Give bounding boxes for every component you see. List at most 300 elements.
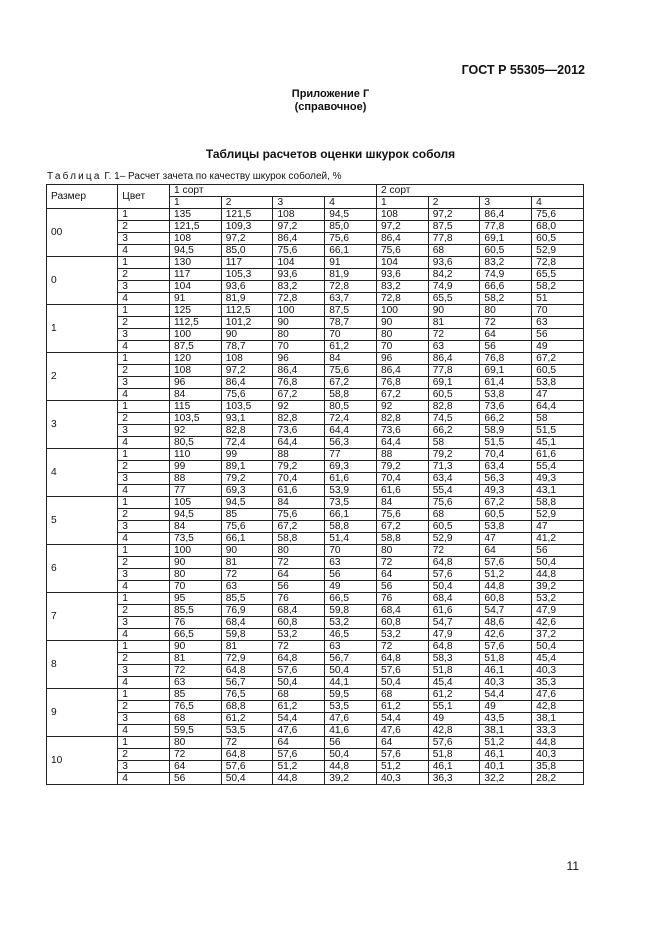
value-cell: 51,2: [480, 737, 532, 749]
value-cell: 56: [325, 737, 377, 749]
value-cell: 60,8: [273, 617, 325, 629]
size-cell: 1: [47, 305, 118, 353]
value-cell: 89,1: [221, 461, 273, 473]
value-cell: 47,9: [532, 605, 584, 617]
value-cell: 73,6: [376, 425, 428, 437]
value-cell: 83,2: [480, 257, 532, 269]
table-row: [47, 389, 584, 401]
value-cell: 60,5: [480, 509, 532, 521]
value-cell: 54,4: [480, 689, 532, 701]
value-cell: 90: [170, 557, 222, 569]
value-cell: 45,4: [532, 653, 584, 665]
value-cell: 112,5: [221, 305, 273, 317]
color-cell: 2: [118, 701, 170, 713]
value-cell: 55,4: [428, 485, 480, 497]
value-cell: 49: [428, 713, 480, 725]
value-cell: 64,4: [325, 425, 377, 437]
value-cell: 46,1: [480, 749, 532, 761]
value-cell: 35,8: [532, 761, 584, 773]
appendix-title: Приложение Г: [291, 88, 370, 100]
value-cell: 61,4: [480, 377, 532, 389]
value-cell: 56,7: [221, 677, 273, 689]
value-cell: 55,4: [532, 461, 584, 473]
value-cell: 74,9: [428, 281, 480, 293]
color-cell: 3: [118, 473, 170, 485]
value-cell: 69,3: [325, 461, 377, 473]
value-cell: 90: [221, 329, 273, 341]
subheader-cell: 1: [376, 197, 428, 209]
value-cell: 44,8: [480, 581, 532, 593]
value-cell: 82,8: [221, 425, 273, 437]
value-cell: 69,1: [480, 365, 532, 377]
value-cell: 110: [170, 449, 222, 461]
value-cell: 56,7: [325, 653, 377, 665]
value-cell: 66,2: [480, 413, 532, 425]
color-cell: 3: [118, 713, 170, 725]
value-cell: 68,4: [428, 593, 480, 605]
value-cell: 75,6: [376, 509, 428, 521]
value-cell: 54,4: [273, 713, 325, 725]
value-cell: 42,6: [480, 629, 532, 641]
value-cell: 76,9: [221, 605, 273, 617]
value-cell: 82,8: [376, 413, 428, 425]
value-cell: 52,9: [532, 509, 584, 521]
color-cell: 3: [118, 281, 170, 293]
value-cell: 67,2: [480, 497, 532, 509]
value-cell: 86,4: [376, 233, 428, 245]
value-cell: 49,3: [480, 485, 532, 497]
value-cell: 108: [170, 233, 222, 245]
value-cell: 49: [532, 341, 584, 353]
value-cell: 44,1: [325, 677, 377, 689]
value-cell: 44,8: [273, 773, 325, 785]
table-row: [47, 509, 584, 521]
color-cell: 1: [118, 209, 170, 221]
value-cell: 64: [170, 761, 222, 773]
header-grade-2: 2 сорт: [376, 185, 583, 197]
value-cell: 45,1: [532, 437, 584, 449]
header-color: Цвет: [118, 185, 170, 209]
value-cell: 82,8: [273, 413, 325, 425]
table-row: [47, 701, 584, 713]
color-cell: 3: [118, 521, 170, 533]
value-cell: 53,9: [325, 485, 377, 497]
color-cell: 4: [118, 485, 170, 497]
value-cell: 76: [376, 593, 428, 605]
value-cell: 40,3: [532, 749, 584, 761]
table-row: [47, 329, 584, 341]
header-size: Размер: [47, 185, 118, 209]
header-grade-1: 1 сорт: [170, 185, 377, 197]
color-cell: 1: [118, 497, 170, 509]
value-cell: 47,6: [376, 725, 428, 737]
value-cell: 74,9: [480, 269, 532, 281]
value-cell: 88: [273, 449, 325, 461]
value-cell: 51,5: [532, 425, 584, 437]
table-row: [47, 533, 584, 545]
value-cell: 57,6: [376, 665, 428, 677]
value-cell: 54,7: [428, 617, 480, 629]
value-cell: 57,6: [221, 761, 273, 773]
value-cell: 50,4: [532, 641, 584, 653]
value-cell: 61,2: [221, 713, 273, 725]
table-row: [47, 341, 584, 353]
value-cell: 56: [532, 545, 584, 557]
color-cell: 1: [118, 353, 170, 365]
value-cell: 80: [170, 569, 222, 581]
value-cell: 64,8: [273, 653, 325, 665]
color-cell: 4: [118, 773, 170, 785]
value-cell: 64: [376, 737, 428, 749]
value-cell: 59,5: [325, 689, 377, 701]
value-cell: 54,7: [480, 605, 532, 617]
color-cell: 2: [118, 653, 170, 665]
value-cell: 47,9: [428, 629, 480, 641]
value-cell: 66,5: [170, 629, 222, 641]
value-cell: 51,2: [376, 761, 428, 773]
color-cell: 4: [118, 437, 170, 449]
value-cell: 47,6: [532, 689, 584, 701]
value-cell: 58,8: [532, 497, 584, 509]
value-cell: 40,1: [480, 761, 532, 773]
value-cell: 109,3: [221, 221, 273, 233]
size-cell: 5: [47, 497, 118, 545]
value-cell: 63: [325, 641, 377, 653]
value-cell: 56: [532, 329, 584, 341]
color-cell: 2: [118, 365, 170, 377]
color-cell: 1: [118, 305, 170, 317]
color-cell: 4: [118, 677, 170, 689]
size-cell: 4: [47, 449, 118, 497]
value-cell: 58: [428, 437, 480, 449]
value-cell: 59,5: [170, 725, 222, 737]
value-cell: 75,6: [428, 497, 480, 509]
color-cell: 1: [118, 689, 170, 701]
value-cell: 80: [273, 545, 325, 557]
value-cell: 53,8: [532, 377, 584, 389]
value-cell: 55,1: [428, 701, 480, 713]
value-cell: 104: [273, 257, 325, 269]
value-cell: 33,3: [532, 725, 584, 737]
value-cell: 51,2: [273, 761, 325, 773]
table-row: [47, 497, 584, 509]
value-cell: 91: [170, 293, 222, 305]
value-cell: 79,2: [221, 473, 273, 485]
table-row: [47, 737, 584, 749]
color-cell: 1: [118, 545, 170, 557]
value-cell: 39,2: [532, 581, 584, 593]
value-cell: 56: [273, 581, 325, 593]
value-cell: 94,5: [325, 209, 377, 221]
value-cell: 100: [273, 305, 325, 317]
value-cell: 70: [325, 329, 377, 341]
value-cell: 61,2: [376, 701, 428, 713]
value-cell: 41,2: [532, 533, 584, 545]
value-cell: 101,2: [221, 317, 273, 329]
color-cell: 3: [118, 665, 170, 677]
value-cell: 65,5: [532, 269, 584, 281]
value-cell: 85,0: [221, 245, 273, 257]
table-row: [47, 725, 584, 737]
value-cell: 57,6: [428, 737, 480, 749]
value-cell: 67,2: [532, 353, 584, 365]
value-cell: 72,8: [532, 257, 584, 269]
table-row: [47, 377, 584, 389]
table-row: [47, 269, 584, 281]
color-cell: 2: [118, 605, 170, 617]
color-cell: 2: [118, 749, 170, 761]
color-cell: 2: [118, 509, 170, 521]
value-cell: 76,5: [221, 689, 273, 701]
color-cell: 1: [118, 593, 170, 605]
value-cell: 72: [221, 569, 273, 581]
value-cell: 76: [170, 617, 222, 629]
value-cell: 67,2: [376, 389, 428, 401]
value-cell: 28,2: [532, 773, 584, 785]
value-cell: 66,1: [221, 533, 273, 545]
value-cell: 76,8: [480, 353, 532, 365]
value-cell: 56: [480, 341, 532, 353]
value-cell: 63,4: [428, 473, 480, 485]
value-cell: 64,8: [428, 557, 480, 569]
color-cell: 1: [118, 641, 170, 653]
value-cell: 61,6: [532, 449, 584, 461]
value-cell: 72,4: [325, 413, 377, 425]
value-cell: 59,8: [325, 605, 377, 617]
value-cell: 64,8: [221, 665, 273, 677]
value-cell: 60,5: [480, 245, 532, 257]
value-cell: 63: [221, 581, 273, 593]
value-cell: 60,8: [376, 617, 428, 629]
table-row: [47, 677, 584, 689]
value-cell: 80: [376, 545, 428, 557]
value-cell: 73,5: [325, 497, 377, 509]
value-cell: 130: [170, 257, 222, 269]
value-cell: 69,1: [480, 233, 532, 245]
value-cell: 75,6: [325, 365, 377, 377]
table-row: [47, 689, 584, 701]
value-cell: 58,2: [480, 293, 532, 305]
value-cell: 75,6: [376, 245, 428, 257]
value-cell: 58,8: [325, 389, 377, 401]
value-cell: 104: [170, 281, 222, 293]
table-row: [47, 761, 584, 773]
value-cell: 40,3: [376, 773, 428, 785]
table-row: [47, 365, 584, 377]
value-cell: 92: [170, 425, 222, 437]
value-cell: 51,4: [325, 533, 377, 545]
table-row: [47, 293, 584, 305]
subheader-cell: 3: [480, 197, 532, 209]
value-cell: 35,3: [532, 677, 584, 689]
value-cell: 56,3: [480, 473, 532, 485]
value-cell: 47: [532, 521, 584, 533]
value-cell: 80: [376, 329, 428, 341]
value-cell: 80: [480, 305, 532, 317]
value-cell: 70: [170, 581, 222, 593]
value-cell: 77,8: [480, 221, 532, 233]
value-cell: 45,4: [428, 677, 480, 689]
color-cell: 3: [118, 329, 170, 341]
value-cell: 67,2: [325, 377, 377, 389]
table-row: [47, 557, 584, 569]
table-row: [47, 449, 584, 461]
value-cell: 108: [221, 353, 273, 365]
table-row: [47, 581, 584, 593]
color-cell: 3: [118, 617, 170, 629]
value-cell: 87,5: [170, 341, 222, 353]
size-cell: 7: [47, 593, 118, 641]
color-cell: 1: [118, 401, 170, 413]
table-row: [47, 473, 584, 485]
color-cell: 2: [118, 413, 170, 425]
table-row: [47, 545, 584, 557]
value-cell: 120: [170, 353, 222, 365]
table-row: [47, 437, 584, 449]
value-cell: 57,6: [273, 749, 325, 761]
value-cell: 79,2: [428, 449, 480, 461]
value-cell: 66,5: [325, 593, 377, 605]
table-row: [47, 353, 584, 365]
value-cell: 51,5: [480, 437, 532, 449]
value-cell: 61,6: [273, 485, 325, 497]
value-cell: 72: [170, 749, 222, 761]
value-cell: 66,2: [428, 425, 480, 437]
value-cell: 50,4: [376, 677, 428, 689]
subheader-cell: 2: [221, 197, 273, 209]
value-cell: 90: [273, 317, 325, 329]
value-cell: 72: [221, 737, 273, 749]
value-cell: 64,8: [221, 749, 273, 761]
value-cell: 103,5: [170, 413, 222, 425]
value-cell: 42,8: [532, 701, 584, 713]
value-cell: 53,5: [325, 701, 377, 713]
value-cell: 47,6: [273, 725, 325, 737]
value-cell: 108: [376, 209, 428, 221]
value-cell: 61,6: [325, 473, 377, 485]
value-cell: 66,1: [325, 509, 377, 521]
value-cell: 77,8: [428, 365, 480, 377]
value-cell: 42,6: [532, 617, 584, 629]
value-cell: 81: [221, 641, 273, 653]
color-cell: 4: [118, 245, 170, 257]
value-cell: 43,1: [532, 485, 584, 497]
value-cell: 68: [428, 509, 480, 521]
value-cell: 121,5: [221, 209, 273, 221]
value-cell: 68: [376, 689, 428, 701]
value-cell: 96: [273, 353, 325, 365]
value-cell: 100: [376, 305, 428, 317]
size-cell: 3: [47, 401, 118, 449]
color-cell: 3: [118, 377, 170, 389]
color-cell: 2: [118, 461, 170, 473]
value-cell: 90: [170, 641, 222, 653]
color-cell: 2: [118, 317, 170, 329]
size-cell: 10: [47, 737, 118, 785]
color-cell: 1: [118, 257, 170, 269]
value-cell: 85,5: [170, 605, 222, 617]
value-cell: 80,5: [170, 437, 222, 449]
value-cell: 92: [376, 401, 428, 413]
data-table: [46, 184, 584, 785]
value-cell: 53,5: [221, 725, 273, 737]
table-row: [47, 713, 584, 725]
value-cell: 75,6: [273, 509, 325, 521]
value-cell: 87,5: [428, 221, 480, 233]
value-cell: 81,9: [221, 293, 273, 305]
value-cell: 115: [170, 401, 222, 413]
value-cell: 64: [273, 569, 325, 581]
value-cell: 44,8: [532, 737, 584, 749]
color-cell: 3: [118, 233, 170, 245]
value-cell: 88: [376, 449, 428, 461]
value-cell: 64: [480, 545, 532, 557]
value-cell: 72,8: [325, 281, 377, 293]
value-cell: 72,8: [376, 293, 428, 305]
value-cell: 75,6: [221, 521, 273, 533]
value-cell: 79,2: [376, 461, 428, 473]
value-cell: 88: [170, 473, 222, 485]
value-cell: 86,4: [221, 377, 273, 389]
value-cell: 100: [170, 545, 222, 557]
value-cell: 67,2: [273, 389, 325, 401]
value-cell: 53,8: [480, 521, 532, 533]
value-cell: 78,7: [325, 317, 377, 329]
value-cell: 92: [273, 401, 325, 413]
value-cell: 49: [325, 581, 377, 593]
value-cell: 90: [221, 545, 273, 557]
value-cell: 73,6: [273, 425, 325, 437]
value-cell: 60,8: [480, 593, 532, 605]
value-cell: 65,5: [428, 293, 480, 305]
value-cell: 49: [480, 701, 532, 713]
size-cell: 9: [47, 689, 118, 737]
value-cell: 60,5: [532, 365, 584, 377]
value-cell: 48,6: [480, 617, 532, 629]
subheader-cell: 3: [273, 197, 325, 209]
value-cell: 61,2: [273, 701, 325, 713]
value-cell: 51,8: [428, 749, 480, 761]
value-cell: 72: [428, 329, 480, 341]
size-cell: 0: [47, 257, 118, 305]
value-cell: 117: [221, 257, 273, 269]
value-cell: 104: [376, 257, 428, 269]
table-row: [47, 413, 584, 425]
value-cell: 46,5: [325, 629, 377, 641]
color-cell: 3: [118, 761, 170, 773]
value-cell: 68,0: [532, 221, 584, 233]
value-cell: 72: [170, 665, 222, 677]
value-cell: 76,8: [273, 377, 325, 389]
value-cell: 61,2: [325, 341, 377, 353]
value-cell: 78,7: [221, 341, 273, 353]
subheader-cell: 1: [170, 197, 222, 209]
value-cell: 85: [170, 689, 222, 701]
value-cell: 97,2: [221, 233, 273, 245]
color-cell: 4: [118, 389, 170, 401]
value-cell: 83,2: [273, 281, 325, 293]
value-cell: 97,2: [221, 365, 273, 377]
subheader-cell: 4: [325, 197, 377, 209]
table-row: [47, 425, 584, 437]
value-cell: 44,8: [532, 569, 584, 581]
value-cell: 51: [532, 293, 584, 305]
value-cell: 72: [480, 317, 532, 329]
value-cell: 70,4: [273, 473, 325, 485]
value-cell: 66,6: [480, 281, 532, 293]
value-cell: 70,4: [480, 449, 532, 461]
value-cell: 60,5: [428, 521, 480, 533]
